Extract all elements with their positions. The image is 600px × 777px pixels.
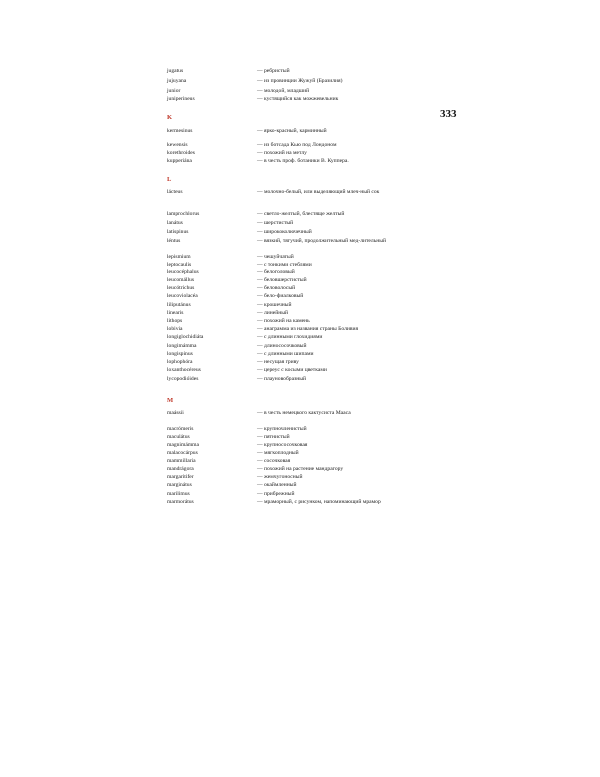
entry-meaning: — длинососочковый	[257, 343, 307, 349]
entry-term: marmorátus	[167, 499, 194, 505]
entry-term: linearis	[167, 310, 184, 316]
entry-term: leucocéphalus	[167, 269, 199, 275]
entry-term: juniperineus	[167, 96, 195, 102]
entry-meaning: — кустящийся как можжевельник	[257, 96, 339, 102]
section-letter: L	[167, 176, 172, 183]
entry-meaning: — окаймленный	[257, 482, 297, 488]
entry-meaning: — несущая гриву	[257, 359, 299, 365]
entry-meaning: — с длинными глохидиями	[257, 334, 323, 340]
entry-meaning: — ярко-красный, карминный	[257, 128, 327, 134]
entry-term: leucoviolacéa	[167, 293, 198, 299]
entry-term: mammillaria	[167, 458, 196, 464]
entry-meaning: — мраморный, с рисунком, напоминающий мрамор	[257, 499, 381, 505]
entry-meaning: — с длинными шипами	[257, 351, 314, 357]
entry-term: magnimámma	[167, 442, 200, 448]
entry-term: latispinus	[167, 229, 189, 235]
entry-term: léntus	[167, 238, 181, 244]
entry-meaning: — крошечный	[257, 302, 292, 308]
entry-meaning: — из провинции Жужуй (Бразилия)	[257, 78, 343, 84]
entry-term: leucótrichus	[167, 285, 195, 291]
entry-meaning: — жемчугоносный	[257, 474, 303, 480]
entry-meaning: — крупночленистый	[257, 426, 307, 432]
entry-meaning: — молочно-белый, или выделяющий млеч-ный сок	[257, 189, 380, 195]
entry-meaning: — в честь немецкого кактусиста Мааса	[257, 410, 351, 416]
entry-meaning: — прибрежный	[257, 491, 295, 497]
entry-meaning: — чешуйчатый	[257, 254, 294, 260]
page-number: 333	[440, 108, 457, 120]
entry-meaning: — анаграмма из названия страны Боливия	[257, 326, 359, 332]
entry-term: longiglochidiáta	[167, 334, 204, 340]
entry-meaning: — светло-желтый, блестяще желтый	[257, 211, 345, 217]
entry-meaning: — мягкоплодный	[257, 450, 299, 456]
entry-meaning: — крупнососочковая	[257, 442, 308, 448]
entry-term: korethroides	[167, 150, 195, 156]
entry-term: leucomállus	[167, 277, 195, 283]
entry-term: lithops	[167, 318, 183, 324]
entry-term: longispinus	[167, 351, 193, 357]
entry-meaning: — молодой, младший	[257, 88, 310, 94]
entry-term: lobivia	[167, 326, 183, 332]
entry-term: kupperiána	[167, 158, 192, 164]
section-letter: K	[167, 114, 173, 121]
entry-meaning: — вязкий, тягучий, продолжительный мед-лительный	[257, 238, 386, 244]
entry-meaning: — шерстистый	[257, 220, 294, 226]
entry-term: macrómeris	[167, 426, 194, 432]
entry-term: marginátus	[167, 482, 192, 488]
entry-term: kermesinus	[167, 128, 193, 134]
entry-meaning: — похожий на метлу	[257, 150, 307, 156]
entry-term: marilimus	[167, 491, 190, 497]
section-letter: M	[167, 397, 174, 404]
entry-term: maculátus	[167, 434, 190, 440]
entry-meaning: — линейный	[257, 310, 288, 316]
entry-meaning: — пятнистый	[257, 434, 290, 440]
entry-term: lanátus	[167, 220, 183, 226]
entry-meaning: — сосочковая	[257, 458, 291, 464]
entry-meaning: — беловшерстистый	[257, 277, 307, 283]
entry-term: malacocárpus	[167, 450, 198, 456]
entry-term: lepismium	[167, 254, 191, 260]
entry-term: longimámma	[167, 343, 197, 349]
entry-term: maássii	[167, 410, 184, 416]
entry-meaning: — плауновобразный	[257, 376, 307, 382]
entry-term: lamprochlorus	[167, 211, 200, 217]
entry-meaning: — в честь проф. ботаники В. Куппера.	[257, 158, 349, 164]
entry-term: lophophóra	[167, 359, 193, 365]
entry-meaning: — белоголовый	[257, 269, 295, 275]
entry-meaning: — ребристый	[257, 68, 290, 74]
entry-meaning: — беловолосый	[257, 285, 296, 291]
entry-meaning: — похожий на камень	[257, 318, 310, 324]
entry-meaning: — ширококолючечный	[257, 229, 312, 235]
entry-term: kewensis	[167, 142, 188, 148]
entry-term: leptocaulis	[167, 262, 192, 268]
entry-term: margaritifer	[167, 474, 194, 480]
entry-term: loxanthocéreus	[167, 367, 201, 373]
entry-meaning: — с тонкими стеблями	[257, 262, 312, 268]
entry-meaning: — из ботсада Кью под Лондоном	[257, 142, 337, 148]
entry-term: lycopodióides	[167, 376, 199, 382]
entry-term: junior	[167, 88, 181, 94]
entry-term: jugatus	[167, 68, 184, 74]
entry-meaning: — бело-фиалковый	[257, 293, 304, 299]
entry-term: lácteus	[167, 189, 183, 195]
entry-term: liliputánus	[167, 302, 191, 308]
entry-term: mandrágora	[167, 466, 194, 472]
entry-term: jujuyana	[167, 78, 187, 84]
entry-meaning: — цереус с косыми цветками	[257, 367, 327, 373]
entry-meaning: — похожий на растение мандрагору	[257, 466, 344, 472]
